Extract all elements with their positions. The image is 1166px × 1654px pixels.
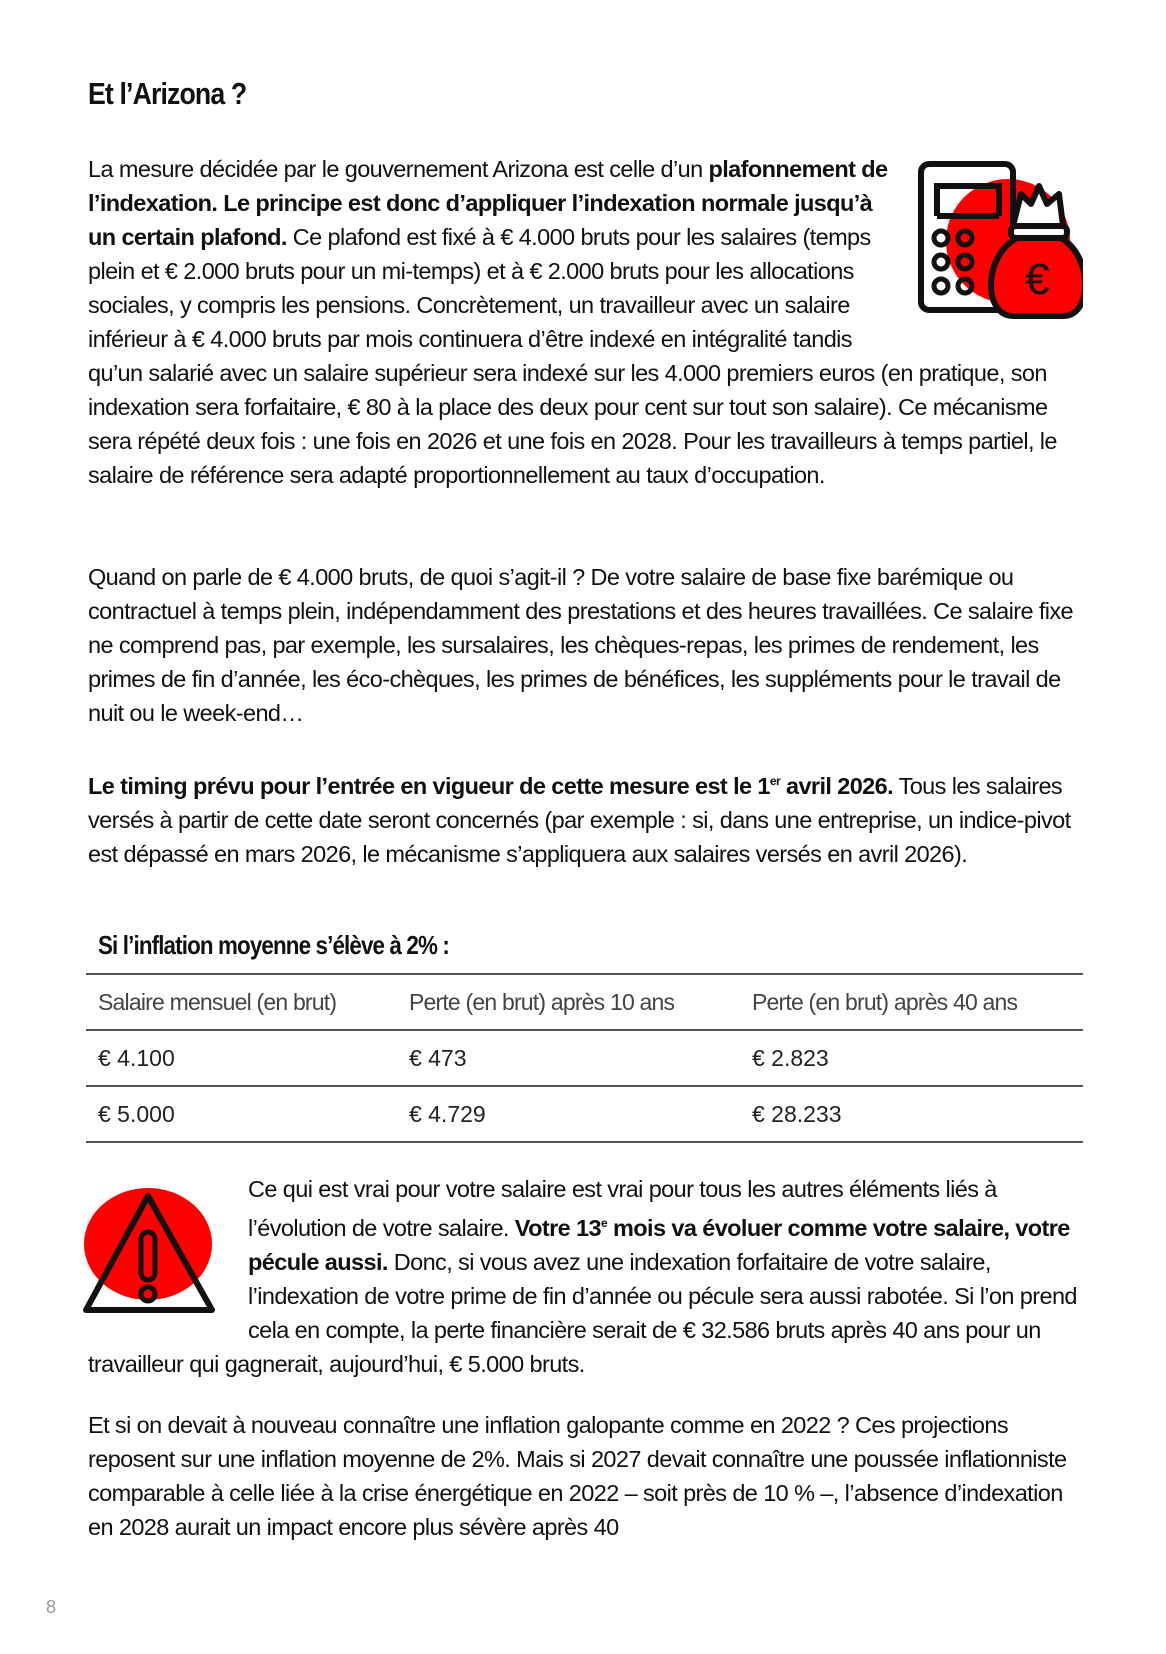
table-cell: € 4.729 — [397, 1086, 740, 1142]
table-cell: € 473 — [397, 1030, 740, 1086]
warning-icon — [80, 1182, 230, 1332]
warning-paragraph: Ce qui est vrai pour votre salaire est vrai pour tous les autres éléments liés à l’évolution de votre salaire. Votre 13e mois va évoluer comme votre salaire, votre pécule aussi. Donc, si vous avez une indexation forfaitaire de votre salaire, l’indexation de votre prime de fin d’année ou pécule sera aussi rabotée. Si l’on prend cela en compte, la perte financière serait de € 32.586 bruts après 40 ans pour un travailleur qui gagnerait, aujourd’hui, € 5.000 bruts. — [88, 1172, 1083, 1381]
calculator-money-bag-icon — [913, 156, 1083, 326]
table-row — [86, 1030, 1083, 1086]
definition-paragraph: Quand on parle de € 4.000 bruts, de quoi s’agit-il ? De votre salaire de base fixe barémique ou contractuel à temps plein, indépendamment des prestations et des heures travaillées. Ce salaire fixe ne comprend pas, par exemple, les sursalaires, les chèques-repas, les primes de rendement, les primes de fin d’année, les éco-chèques, les primes de bénéfices, les suppléments pour le travail de nuit ou le week-end… — [88, 564, 1074, 726]
table-cell: € 28.233 — [740, 1086, 1083, 1142]
column-header: Perte (en brut) après 40 ans — [740, 974, 1083, 1030]
section-title: Et l’Arizona ? — [88, 76, 247, 111]
table-cell: € 4.100 — [86, 1030, 397, 1086]
table-header-row — [86, 974, 1083, 1030]
inflation-paragraph: Et si on devait à nouveau connaître une inflation galopante comme en 2022 ? Ces projections reposent sur une inflation moyenne de 2%. Mais si 2027 devait connaître une poussée inflationniste comparable à celle liée à la crise énergétique en 2022 – soit près de 10 % –, l’absence d’indexation en 2028 aurait un impact encore plus sévère après 40 — [88, 1412, 1067, 1540]
svg-text:€: € — [1025, 255, 1049, 304]
table-row — [86, 1086, 1083, 1142]
table-cell: € 5.000 — [86, 1086, 397, 1142]
column-header: Salaire mensuel (en brut) — [86, 974, 397, 1030]
table-cell: € 2.823 — [740, 1030, 1083, 1086]
intro-paragraph: € La mesure décidée par le gouvernement Arizona est celle d’un plafonnement de l’indexation. Le principe est donc d’appliquer l’indexation normale jusqu’à un certain plafond. Ce plafond est fixé à € 4.000 bruts pour les salaires (temps plein et € 2.000 bruts pour un mi-temps) et à € 2.000 bruts pour les allocations sociales, y compris les pensions. Concrètement, un travailleur avec un salaire inférieur à € 4.000 bruts par mois continuera d’être indexé en intégralité tandis qu’un salarié avec un salaire supérieur sera indexé sur les 4.000 premiers euros (en pratique, son indexation sera forfaitaire, € 80 à la place des deux pour cent sur tout son salaire). Ce mécanisme sera répété deux fois : une fois en 2026 et une fois en 2028. Pour les travailleurs à temps partiel, le salaire de référence sera adapté proportionnellement au taux d’occupation. — [88, 152, 1083, 492]
table-title: Si l’inflation moyenne s’élève à 2% : — [98, 930, 449, 960]
page-number: 8 — [46, 1597, 57, 1617]
column-header: Perte (en brut) après 10 ans — [397, 974, 740, 1030]
loss-table — [86, 973, 1083, 1143]
timing-paragraph: Le timing prévu pour l’entrée en vigueur de cette mesure est le 1er avril 2026. Tous les salaires versés à partir de cette date seront concernés (par exemple : si, dans une entreprise, un indice-pivot est dépassé en mars 2026, le mécanisme s’appliquera aux salaires versés en avril 2026). — [88, 772, 1071, 867]
